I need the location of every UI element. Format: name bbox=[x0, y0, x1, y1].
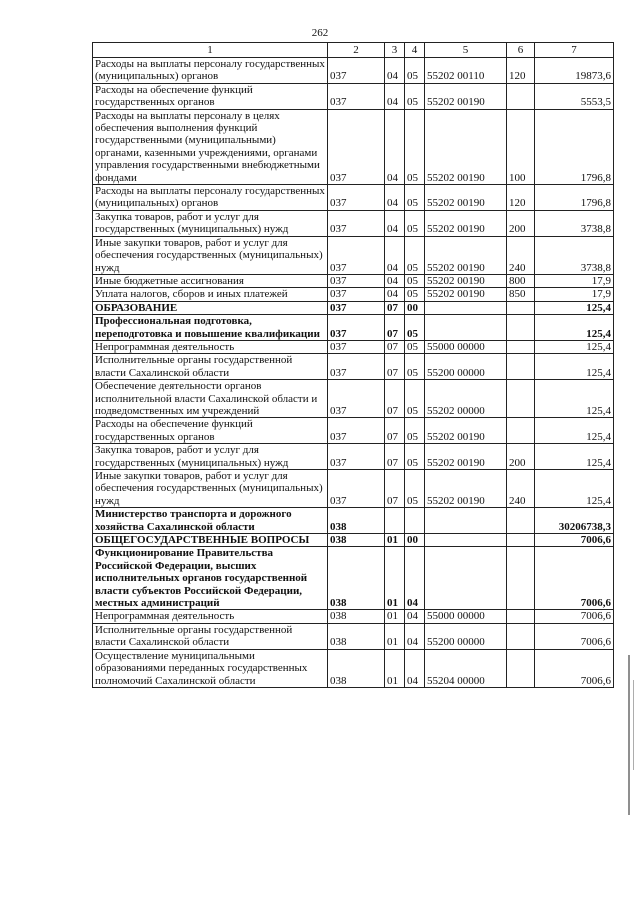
expense-type-code: 200 bbox=[507, 444, 535, 470]
table-row bbox=[93, 210, 614, 236]
expense-type-code bbox=[507, 354, 535, 380]
item-name: Функционирование Правительства Российской Федерации, высших исполнительных органов государственной власти субъектов Российской Федерации, местных администраций bbox=[93, 547, 328, 610]
table-row bbox=[93, 301, 614, 314]
amount: 125,4 bbox=[535, 380, 614, 418]
item-name: Обеспечение деятельности органов исполнительной власти Сахалинской области и подведомственных им учреждений bbox=[93, 380, 328, 418]
amount: 7006,6 bbox=[535, 610, 614, 623]
target-article-code: 55202 00190 bbox=[425, 470, 507, 508]
amount: 7006,6 bbox=[535, 547, 614, 610]
table-row bbox=[93, 380, 614, 418]
subsection-code: 05 bbox=[405, 470, 425, 508]
amount: 7006,6 bbox=[535, 534, 614, 547]
header-cell: 4 bbox=[405, 43, 425, 58]
target-article-code: 55202 00190 bbox=[425, 236, 507, 274]
table-row bbox=[93, 547, 614, 610]
table-row bbox=[93, 534, 614, 547]
amount: 3738,8 bbox=[535, 236, 614, 274]
amount: 1796,8 bbox=[535, 109, 614, 184]
expense-type-code: 240 bbox=[507, 236, 535, 274]
subsection-code: 05 bbox=[405, 185, 425, 211]
scan-edge-mark bbox=[633, 680, 634, 770]
item-name: Расходы на обеспечение функций государственных органов bbox=[93, 418, 328, 444]
header-cell: 2 bbox=[328, 43, 385, 58]
expense-type-code bbox=[507, 380, 535, 418]
ministry-code: 037 bbox=[328, 236, 385, 274]
table-row bbox=[93, 610, 614, 623]
ministry-code: 037 bbox=[328, 288, 385, 301]
header-cell: 6 bbox=[507, 43, 535, 58]
ministry-code: 037 bbox=[328, 470, 385, 508]
expense-type-code bbox=[507, 610, 535, 623]
section-code: 07 bbox=[385, 380, 405, 418]
ministry-code: 037 bbox=[328, 109, 385, 184]
amount: 7006,6 bbox=[535, 649, 614, 687]
subsection-code: 04 bbox=[405, 649, 425, 687]
amount: 17,9 bbox=[535, 274, 614, 287]
table-row bbox=[93, 649, 614, 687]
ministry-code: 038 bbox=[328, 649, 385, 687]
expense-type-code: 240 bbox=[507, 470, 535, 508]
target-article-code: 55202 00190 bbox=[425, 418, 507, 444]
table-row bbox=[93, 340, 614, 353]
target-article-code: 55000 00000 bbox=[425, 610, 507, 623]
page-number: 262 bbox=[311, 27, 329, 39]
subsection-code: 05 bbox=[405, 288, 425, 301]
section-code: 07 bbox=[385, 340, 405, 353]
section-code: 07 bbox=[385, 354, 405, 380]
ministry-code: 037 bbox=[328, 185, 385, 211]
header-row bbox=[93, 43, 614, 58]
amount: 125,4 bbox=[535, 444, 614, 470]
expense-type-code bbox=[507, 315, 535, 341]
expense-type-code bbox=[507, 301, 535, 314]
subsection-code: 05 bbox=[405, 315, 425, 341]
scan-edge-mark bbox=[628, 655, 630, 815]
target-article-code: 55202 00190 bbox=[425, 210, 507, 236]
amount: 125,4 bbox=[535, 340, 614, 353]
item-name: ОБЩЕГОСУДАРСТВЕННЫЕ ВОПРОСЫ bbox=[93, 534, 328, 547]
table-row bbox=[93, 354, 614, 380]
section-code: 04 bbox=[385, 185, 405, 211]
item-name: ОБРАЗОВАНИЕ bbox=[93, 301, 328, 314]
subsection-code: 05 bbox=[405, 83, 425, 109]
ministry-code: 037 bbox=[328, 444, 385, 470]
item-name: Профессиональная подготовка, переподготовка и повышение квалификации bbox=[93, 315, 328, 341]
section-code: 04 bbox=[385, 58, 405, 84]
amount: 19873,6 bbox=[535, 58, 614, 84]
section-code: 01 bbox=[385, 649, 405, 687]
item-name: Расходы на выплаты персоналу в целях обеспечения выполнения функций государственными (муниципальными) органами, казенными учреждениями, органами управления государственными внебюджетными фондами bbox=[93, 109, 328, 184]
item-name: Иные закупки товаров, работ и услуг для обеспечения государственных (муниципальных) нужд bbox=[93, 470, 328, 508]
subsection-code bbox=[405, 508, 425, 534]
header-cell: 1 bbox=[93, 43, 328, 58]
subsection-code: 04 bbox=[405, 547, 425, 610]
section-code: 07 bbox=[385, 444, 405, 470]
ministry-code: 038 bbox=[328, 547, 385, 610]
expense-type-code bbox=[507, 83, 535, 109]
section-code: 07 bbox=[385, 470, 405, 508]
subsection-code: 05 bbox=[405, 109, 425, 184]
header-cell: 7 bbox=[535, 43, 614, 58]
section-code: 07 bbox=[385, 315, 405, 341]
item-name: Закупка товаров, работ и услуг для государственных (муниципальных) нужд bbox=[93, 444, 328, 470]
expense-type-code: 120 bbox=[507, 58, 535, 84]
table-row bbox=[93, 470, 614, 508]
subsection-code: 04 bbox=[405, 623, 425, 649]
subsection-code: 05 bbox=[405, 380, 425, 418]
section-code: 04 bbox=[385, 83, 405, 109]
target-article-code: 55202 00190 bbox=[425, 274, 507, 287]
amount: 125,4 bbox=[535, 354, 614, 380]
table-row bbox=[93, 315, 614, 341]
table-row bbox=[93, 444, 614, 470]
amount: 125,4 bbox=[535, 470, 614, 508]
item-name: Расходы на выплаты персоналу государственных (муниципальных) органов bbox=[93, 185, 328, 211]
target-article-code: 55202 00190 bbox=[425, 83, 507, 109]
amount: 125,4 bbox=[535, 315, 614, 341]
subsection-code: 00 bbox=[405, 301, 425, 314]
target-article-code: 55202 00190 bbox=[425, 109, 507, 184]
ministry-code: 037 bbox=[328, 274, 385, 287]
table-row bbox=[93, 288, 614, 301]
expense-type-code: 100 bbox=[507, 109, 535, 184]
expense-type-code bbox=[507, 508, 535, 534]
table-row bbox=[93, 58, 614, 84]
table-row bbox=[93, 236, 614, 274]
expense-type-code bbox=[507, 649, 535, 687]
amount: 17,9 bbox=[535, 288, 614, 301]
subsection-code: 05 bbox=[405, 274, 425, 287]
item-name: Расходы на обеспечение функций государственных органов bbox=[93, 83, 328, 109]
target-article-code bbox=[425, 301, 507, 314]
item-name: Закупка товаров, работ и услуг для государственных (муниципальных) нужд bbox=[93, 210, 328, 236]
section-code: 04 bbox=[385, 210, 405, 236]
ministry-code: 037 bbox=[328, 380, 385, 418]
table-row bbox=[93, 418, 614, 444]
subsection-code: 05 bbox=[405, 236, 425, 274]
section-code: 07 bbox=[385, 301, 405, 314]
expense-type-code: 800 bbox=[507, 274, 535, 287]
subsection-code: 05 bbox=[405, 210, 425, 236]
ministry-code: 038 bbox=[328, 623, 385, 649]
table-row bbox=[93, 185, 614, 211]
amount: 5553,5 bbox=[535, 83, 614, 109]
item-name: Осуществление муниципальными образованиями переданных государственных полномочий Сахалинской области bbox=[93, 649, 328, 687]
section-code: 01 bbox=[385, 610, 405, 623]
amount: 1796,8 bbox=[535, 185, 614, 211]
ministry-code: 037 bbox=[328, 210, 385, 236]
target-article-code: 55202 00190 bbox=[425, 444, 507, 470]
amount: 30206738,3 bbox=[535, 508, 614, 534]
section-code: 04 bbox=[385, 288, 405, 301]
target-article-code bbox=[425, 315, 507, 341]
item-name: Иные закупки товаров, работ и услуг для обеспечения государственных (муниципальных) нужд bbox=[93, 236, 328, 274]
ministry-code: 038 bbox=[328, 534, 385, 547]
section-code: 01 bbox=[385, 547, 405, 610]
target-article-code bbox=[425, 547, 507, 610]
subsection-code: 05 bbox=[405, 58, 425, 84]
target-article-code: 55000 00000 bbox=[425, 340, 507, 353]
expense-type-code: 120 bbox=[507, 185, 535, 211]
amount: 7006,6 bbox=[535, 623, 614, 649]
ministry-code: 037 bbox=[328, 418, 385, 444]
item-name: Непрограммная деятельность bbox=[93, 340, 328, 353]
item-name: Исполнительные органы государственной власти Сахалинской области bbox=[93, 623, 328, 649]
expense-type-code: 850 bbox=[507, 288, 535, 301]
expense-type-code bbox=[507, 534, 535, 547]
item-name: Уплата налогов, сборов и иных платежей bbox=[93, 288, 328, 301]
target-article-code: 55202 00190 bbox=[425, 288, 507, 301]
table-row bbox=[93, 623, 614, 649]
expense-type-code bbox=[507, 418, 535, 444]
subsection-code: 04 bbox=[405, 610, 425, 623]
table-row bbox=[93, 109, 614, 184]
ministry-code: 038 bbox=[328, 610, 385, 623]
table-row bbox=[93, 274, 614, 287]
item-name: Исполнительные органы государственной власти Сахалинской области bbox=[93, 354, 328, 380]
expense-type-code bbox=[507, 340, 535, 353]
amount: 125,4 bbox=[535, 418, 614, 444]
ministry-code: 038 bbox=[328, 508, 385, 534]
amount: 3738,8 bbox=[535, 210, 614, 236]
subsection-code: 05 bbox=[405, 418, 425, 444]
section-code: 04 bbox=[385, 236, 405, 274]
section-code: 07 bbox=[385, 418, 405, 444]
target-article-code: 55202 00190 bbox=[425, 185, 507, 211]
amount: 125,4 bbox=[535, 301, 614, 314]
target-article-code: 55204 00000 bbox=[425, 649, 507, 687]
subsection-code: 00 bbox=[405, 534, 425, 547]
section-code: 04 bbox=[385, 109, 405, 184]
subsection-code: 05 bbox=[405, 444, 425, 470]
target-article-code bbox=[425, 534, 507, 547]
budget-table bbox=[92, 42, 614, 688]
target-article-code: 55202 00000 bbox=[425, 380, 507, 418]
section-code: 04 bbox=[385, 274, 405, 287]
ministry-code: 037 bbox=[328, 58, 385, 84]
section-code: 01 bbox=[385, 623, 405, 649]
ministry-code: 037 bbox=[328, 354, 385, 380]
ministry-code: 037 bbox=[328, 340, 385, 353]
ministry-code: 037 bbox=[328, 83, 385, 109]
header-cell: 3 bbox=[385, 43, 405, 58]
item-name: Расходы на выплаты персоналу государственных (муниципальных) органов bbox=[93, 58, 328, 84]
target-article-code: 55202 00110 bbox=[425, 58, 507, 84]
table-row bbox=[93, 83, 614, 109]
header-cell: 5 bbox=[425, 43, 507, 58]
expense-type-code bbox=[507, 623, 535, 649]
target-article-code: 55200 00000 bbox=[425, 623, 507, 649]
ministry-code: 037 bbox=[328, 315, 385, 341]
subsection-code: 05 bbox=[405, 340, 425, 353]
target-article-code: 55200 00000 bbox=[425, 354, 507, 380]
ministry-code: 037 bbox=[328, 301, 385, 314]
table-row bbox=[93, 508, 614, 534]
target-article-code bbox=[425, 508, 507, 534]
expense-type-code bbox=[507, 547, 535, 610]
item-name: Министерство транспорта и дорожного хозяйства Сахалинской области bbox=[93, 508, 328, 534]
section-code bbox=[385, 508, 405, 534]
subsection-code: 05 bbox=[405, 354, 425, 380]
section-code: 01 bbox=[385, 534, 405, 547]
expense-type-code: 200 bbox=[507, 210, 535, 236]
item-name: Иные бюджетные ассигнования bbox=[93, 274, 328, 287]
item-name: Непрограммная деятельность bbox=[93, 610, 328, 623]
